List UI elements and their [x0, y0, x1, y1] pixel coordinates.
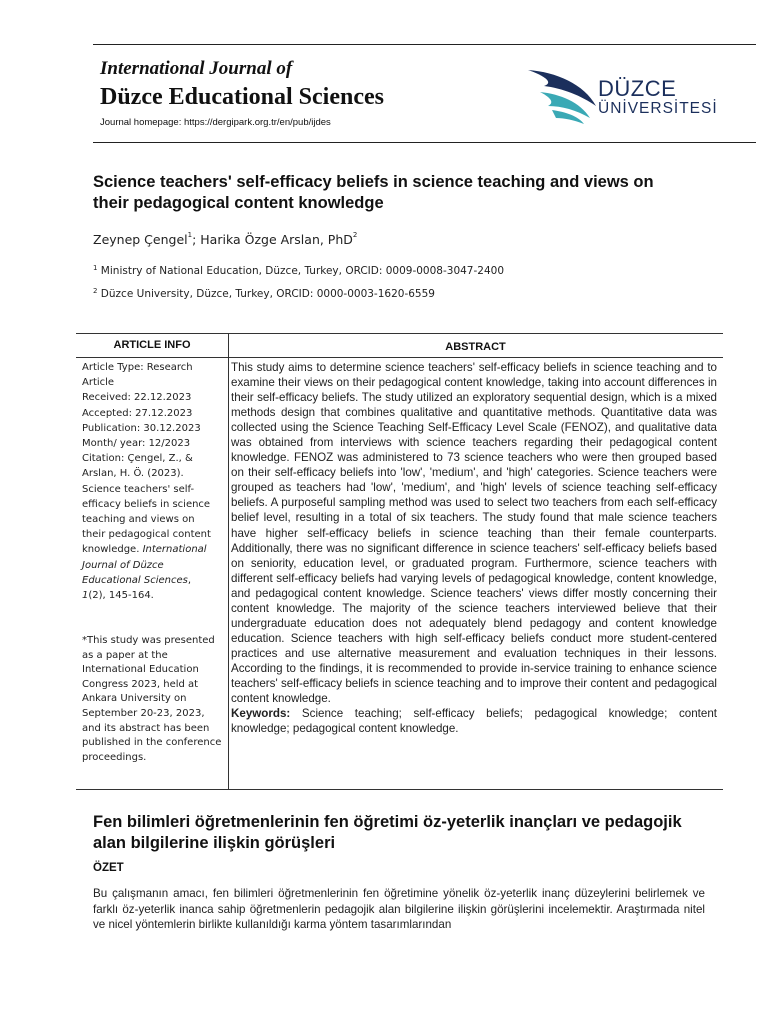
turkish-abstract-text: Bu çalışmanın amacı, fen bilimleri öğretmenlerinin fen öğretimine yönelik öz-yeterlik inanç düzeylerini belirlemek ve farklı öz-yeterlik inanca sahip öğretmenlerin pedagojik alan bilgilerine ilişkin görüşlerini incelemektir. Araştırmada nitel ve nicel yöntemlerin birlikte kullanıldığı karma yöntem tasarımlarından [93, 887, 705, 931]
citation-text: knowledge. [82, 544, 143, 556]
info-line: Article [82, 377, 115, 389]
keywords-line [231, 706, 717, 736]
affiliation-text: Düzce University, Düzce, Turkey, ORCID: 0000-0003-1620-6559 [97, 288, 435, 300]
ozet-heading: ÖZET [93, 862, 124, 874]
keywords-label: Keywords: [231, 707, 291, 721]
header-bottom-rule [93, 142, 756, 143]
author-affiliation-mark: 1 [187, 231, 193, 239]
citation-line [82, 573, 222, 588]
conference-note: *This study was presented as a paper at the International Education Congress 2023, held at Ankara University on September 20-23, 2023, and its abstract has been published in the conference proceedings. [82, 635, 222, 763]
abstract-heading: ABSTRACT [445, 341, 506, 353]
turkish-title: Fen bilimleri öğretmenlerinin fen öğretimi öz-yeterlik inançları ve pedagojik alan bilgilerine ilişkin görüşleri [93, 813, 682, 852]
journal-homepage: Journal homepage: https://dergipark.org.tr/en/pub/ijdes [100, 117, 331, 128]
article-title: Science teachers' self-efficacy beliefs in science teaching and views on their pedagogical content knowledge [93, 173, 654, 212]
affiliation-2 [93, 288, 435, 300]
author-name: Harika Özge Arslan, PhD [200, 232, 353, 247]
affiliation-mark: 1 [93, 264, 98, 272]
logo-text-universitesi: ÜNİVERSİTESİ [598, 100, 718, 117]
abstract-text: This study aims to determine science teachers' self-efficacy beliefs in science teaching and to examine their views on their pedagogical content knowledge, taking into account differences in their self-efficacy beliefs. The study utilized an exploratory sequential design, which is a mixed methods design that combines qualitative and quantitative methods. Quantitative data was collected using the Science Teaching Self-Efficacy Level Scale (FENOZ), and qualitative data was obtained from interviews with science teachers regarding their pedagogical content knowledge. FENOZ was administered to 73 science teachers who were then grouped based on their self-efficacy beliefs into 'low', 'medium', and 'high' categories. Science teachers were grouped as teachers had 'low', 'medium', and 'high' levels of science teaching self-efficacy beliefs. A purposeful sampling method was used to select two teachers from each self-efficacy belief level, resulting in a total of six teachers. The study found that male science teachers have higher self-efficacy beliefs in science teaching than their female counterparts. Additionally, there was no significant difference in science teachers' self-efficacy beliefs based on seniority, education level, or graduated program. Furthermore, science teachers with different self-efficacy beliefs had varying levels of pedagogical knowledge, content knowledge, and pedagogical content knowledge. Science teachers' views differ mostly concerning their content knowledge. The majority of the science teachers interviewed believe that their undergraduate education does not adequately blend pedagogy and content knowledge education. Science teachers with high self-efficacy beliefs conduct more student-centered practices and use alternative measurement and evaluation techniques in their lessons. According to the findings, it is recommended to provide in-service training to enhance science teachers' self-efficacy beliefs in science teaching and to improve their content and pedagogical content knowledge. [231, 361, 717, 706]
info-line: their pedagogical content [82, 529, 211, 541]
affiliation-text: Ministry of National Education, Düzce, Turkey, ORCID: 0009-0008-3047-2400 [97, 265, 504, 277]
citation-line [82, 542, 222, 557]
info-line: Arslan, H. Ö. (2023). [82, 468, 184, 480]
author-name: Zeynep Çengel [93, 232, 188, 247]
info-line: Article Type: Research [82, 362, 193, 373]
citation-comma: , [187, 574, 192, 586]
abstract-block [231, 360, 717, 736]
journal-name-line2: Düzce Educational Sciences [100, 84, 384, 110]
affiliation-mark: 2 [93, 287, 98, 295]
citation-line [82, 558, 222, 573]
header-top-rule [93, 44, 756, 45]
info-line: Publication: 30.12.2023 [82, 422, 201, 434]
author-list [93, 232, 357, 247]
author-separator: ; [192, 232, 201, 247]
citation-journal: Educational Sciences [82, 574, 188, 586]
info-table-header-rule [76, 357, 723, 358]
info-line: Month/ year: 12/2023 [82, 438, 191, 450]
affiliation-1 [93, 265, 504, 277]
journal-name-line1: International Journal of [100, 58, 293, 79]
citation-line [82, 588, 222, 603]
info-line: Citation: Çengel, Z., & [82, 453, 193, 465]
citation-volume: 1 [82, 590, 89, 602]
info-line: efficacy beliefs in science [82, 498, 211, 510]
author-affiliation-mark: 2 [352, 231, 358, 239]
article-info-block [82, 360, 222, 603]
citation-journal: International [142, 544, 207, 556]
keywords-text: Science teaching; self-efficacy beliefs; pedagogical knowledge; content knowledge; pedagogical content knowledge. [231, 707, 717, 736]
info-line: Received: 22.12.2023 [82, 392, 192, 404]
info-table-column-divider [228, 333, 229, 789]
info-line: teaching and views on [82, 514, 195, 526]
article-info-heading: ARTICLE INFO [113, 339, 191, 351]
info-table-bottom-rule [76, 789, 723, 790]
citation-journal: Journal of Düzce [82, 559, 164, 571]
logo-text-duzce: DÜZCE [598, 76, 677, 101]
citation-pages: (2), 145-164. [88, 590, 154, 602]
info-table-top-rule [76, 333, 723, 334]
info-line: Accepted: 27.12.2023 [82, 407, 193, 419]
info-line: Science teachers' self- [82, 483, 195, 495]
